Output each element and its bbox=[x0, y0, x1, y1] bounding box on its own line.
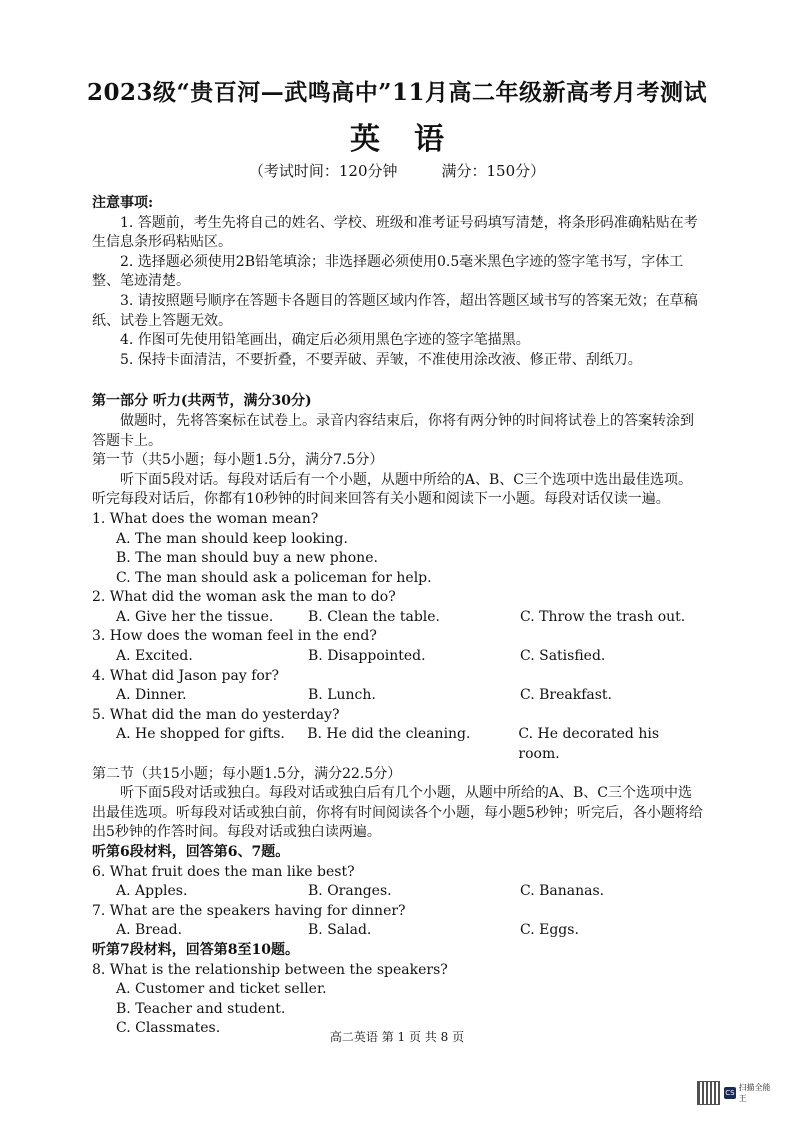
question-2: 2. What did the woman ask the man to do? bbox=[92, 589, 396, 606]
part1-heading: 第一部分 听力(共两节，满分30分) bbox=[92, 393, 312, 410]
camscanner-logo-icon: CS bbox=[725, 1089, 735, 1097]
q3-option-c: C. Satisfied. bbox=[520, 648, 606, 665]
q5-option-b: B. He did the cleaning. bbox=[307, 726, 471, 743]
q6-option-a: A. Apples. bbox=[116, 883, 188, 900]
notice-item-5: 5. 保持卡面清洁，不要折叠，不要弄破、弄皱，不准使用涂改液、修正带、刮纸刀。 bbox=[120, 351, 642, 368]
q7-option-c: C. Eggs. bbox=[520, 922, 579, 939]
q5-option-a: A. He shopped for gifts. bbox=[116, 726, 285, 743]
q7-option-a: A. Bread. bbox=[116, 922, 183, 939]
question-1-options bbox=[116, 530, 704, 589]
exam-body bbox=[92, 194, 704, 1039]
scanner-app-name: 扫描全能王 bbox=[738, 1083, 771, 1103]
scanner-badge bbox=[697, 1078, 777, 1108]
q1-option-c: C. The man should ask a policeman for help. bbox=[116, 569, 432, 586]
q3-option-b: B. Disappointed. bbox=[308, 648, 426, 665]
question-5-options bbox=[116, 725, 704, 764]
question-3-options bbox=[116, 647, 704, 667]
question-3: 3. How does the woman feel in the end? bbox=[92, 628, 377, 645]
q1-option-b: B. The man should buy a new phone. bbox=[116, 550, 378, 567]
section1-heading: 第一节（共5小题；每小题1.5分，满分7.5分） bbox=[92, 452, 384, 469]
page-footer: 高二英语 第 1 页 共 8 页 bbox=[329, 1030, 465, 1044]
q8-option-c: C. Classmates. bbox=[116, 1020, 221, 1037]
section1-intro: 听下面5段对话。每段对话后有一个小题，从题中所给的A、B、C三个选项中选出最佳选项。听完每段对话后，你都有10秒钟的时间来回答有关小题和阅读下一小题。每段对话仅读一遍。 bbox=[92, 471, 693, 508]
question-4: 4. What did Jason pay for? bbox=[92, 667, 280, 684]
question-8: 8. What is the relationship between the speakers? bbox=[92, 961, 448, 978]
question-6: 6. What fruit does the man like best? bbox=[92, 863, 355, 880]
question-4-options bbox=[116, 686, 704, 706]
exam-score: 满分：150分） bbox=[441, 162, 546, 180]
material-7-instruction: 听第7段材料，回答第8至10题。 bbox=[92, 941, 299, 958]
notice-item-2: 2. 选择题必须使用2B铅笔填涂；非选择题必须使用0.5毫米黑色字迹的签字笔书写，字体工整、笔迹清楚。 bbox=[92, 253, 684, 290]
q3-option-a: A. Excited. bbox=[116, 648, 193, 665]
notice-item-3: 3. 请按照题号顺序在答题卡各题目的答题区域内作答，超出答题区域书写的答案无效；在草稿纸、试卷上答题无效。 bbox=[92, 292, 698, 329]
q8-option-a: A. Customer and ticket seller. bbox=[116, 981, 327, 998]
notice-item-1: 1. 答题前，考生先将自己的姓名、学校、班级和准考证号码填写清楚，将条形码准确粘贴在考生信息条形码粘贴区。 bbox=[92, 214, 698, 251]
q6-option-b: B. Oranges. bbox=[308, 883, 392, 900]
qr-code-icon bbox=[697, 1081, 720, 1105]
q4-option-c: C. Breakfast. bbox=[520, 687, 612, 704]
question-1: 1. What does the woman mean? bbox=[92, 510, 319, 527]
question-2-options bbox=[116, 608, 704, 628]
q4-option-b: B. Lunch. bbox=[308, 687, 376, 704]
q7-option-b: B. Salad. bbox=[308, 922, 372, 939]
section2-heading: 第二节（共15小题；每小题1.5分，满分22.5分） bbox=[92, 765, 402, 782]
section2-intro: 听下面5段对话或独白。每段对话或独白后有几个小题，从题中所给的A、B、C三个选项中选出最佳选项。听每段对话或独白前，你将有时间阅读各个小题，每小题5秒钟；听完后，各小题将给出5秒钟的作答时间。每段对话或独白读两遍。 bbox=[92, 785, 703, 841]
question-5: 5. What did the man do yesterday? bbox=[92, 706, 340, 723]
notice-item-4: 4. 作图可先使用铅笔画出，确定后必须用黑色字迹的签字笔描黑。 bbox=[120, 332, 530, 349]
exam-info bbox=[0, 160, 794, 181]
q5-option-c: C. He decorated his room. bbox=[518, 726, 660, 763]
material-6-instruction: 听第6段材料，回答第6、7题。 bbox=[92, 844, 290, 860]
question-6-options bbox=[116, 882, 704, 902]
question-7-options bbox=[116, 921, 704, 941]
q2-option-b: B. Clean the table. bbox=[308, 608, 441, 625]
exam-time: （考试时间：120分钟 bbox=[248, 162, 398, 180]
q2-option-a: A. Give her the tissue. bbox=[116, 608, 274, 625]
q8-option-b: B. Teacher and student. bbox=[116, 1000, 286, 1017]
q2-option-c: C. Throw the trash out. bbox=[520, 608, 686, 625]
notice-heading: 注意事项: bbox=[92, 195, 154, 211]
exam-title: 2023级“贵百河—武鸣高中”11月高二年级新高考月考测试 bbox=[87, 79, 707, 106]
q1-option-a: A. The man should keep looking. bbox=[116, 530, 348, 547]
q4-option-a: A. Dinner. bbox=[116, 687, 187, 704]
q6-option-c: C. Bananas. bbox=[520, 883, 605, 900]
part1-intro: 做题时，先将答案标在试卷上。录音内容结束后，你将有两分钟的时间将试卷上的答案转涂到答题卡上。 bbox=[92, 412, 694, 449]
subject-title: 英语 bbox=[350, 122, 478, 157]
question-7: 7. What are the speakers having for dinner? bbox=[92, 902, 406, 919]
